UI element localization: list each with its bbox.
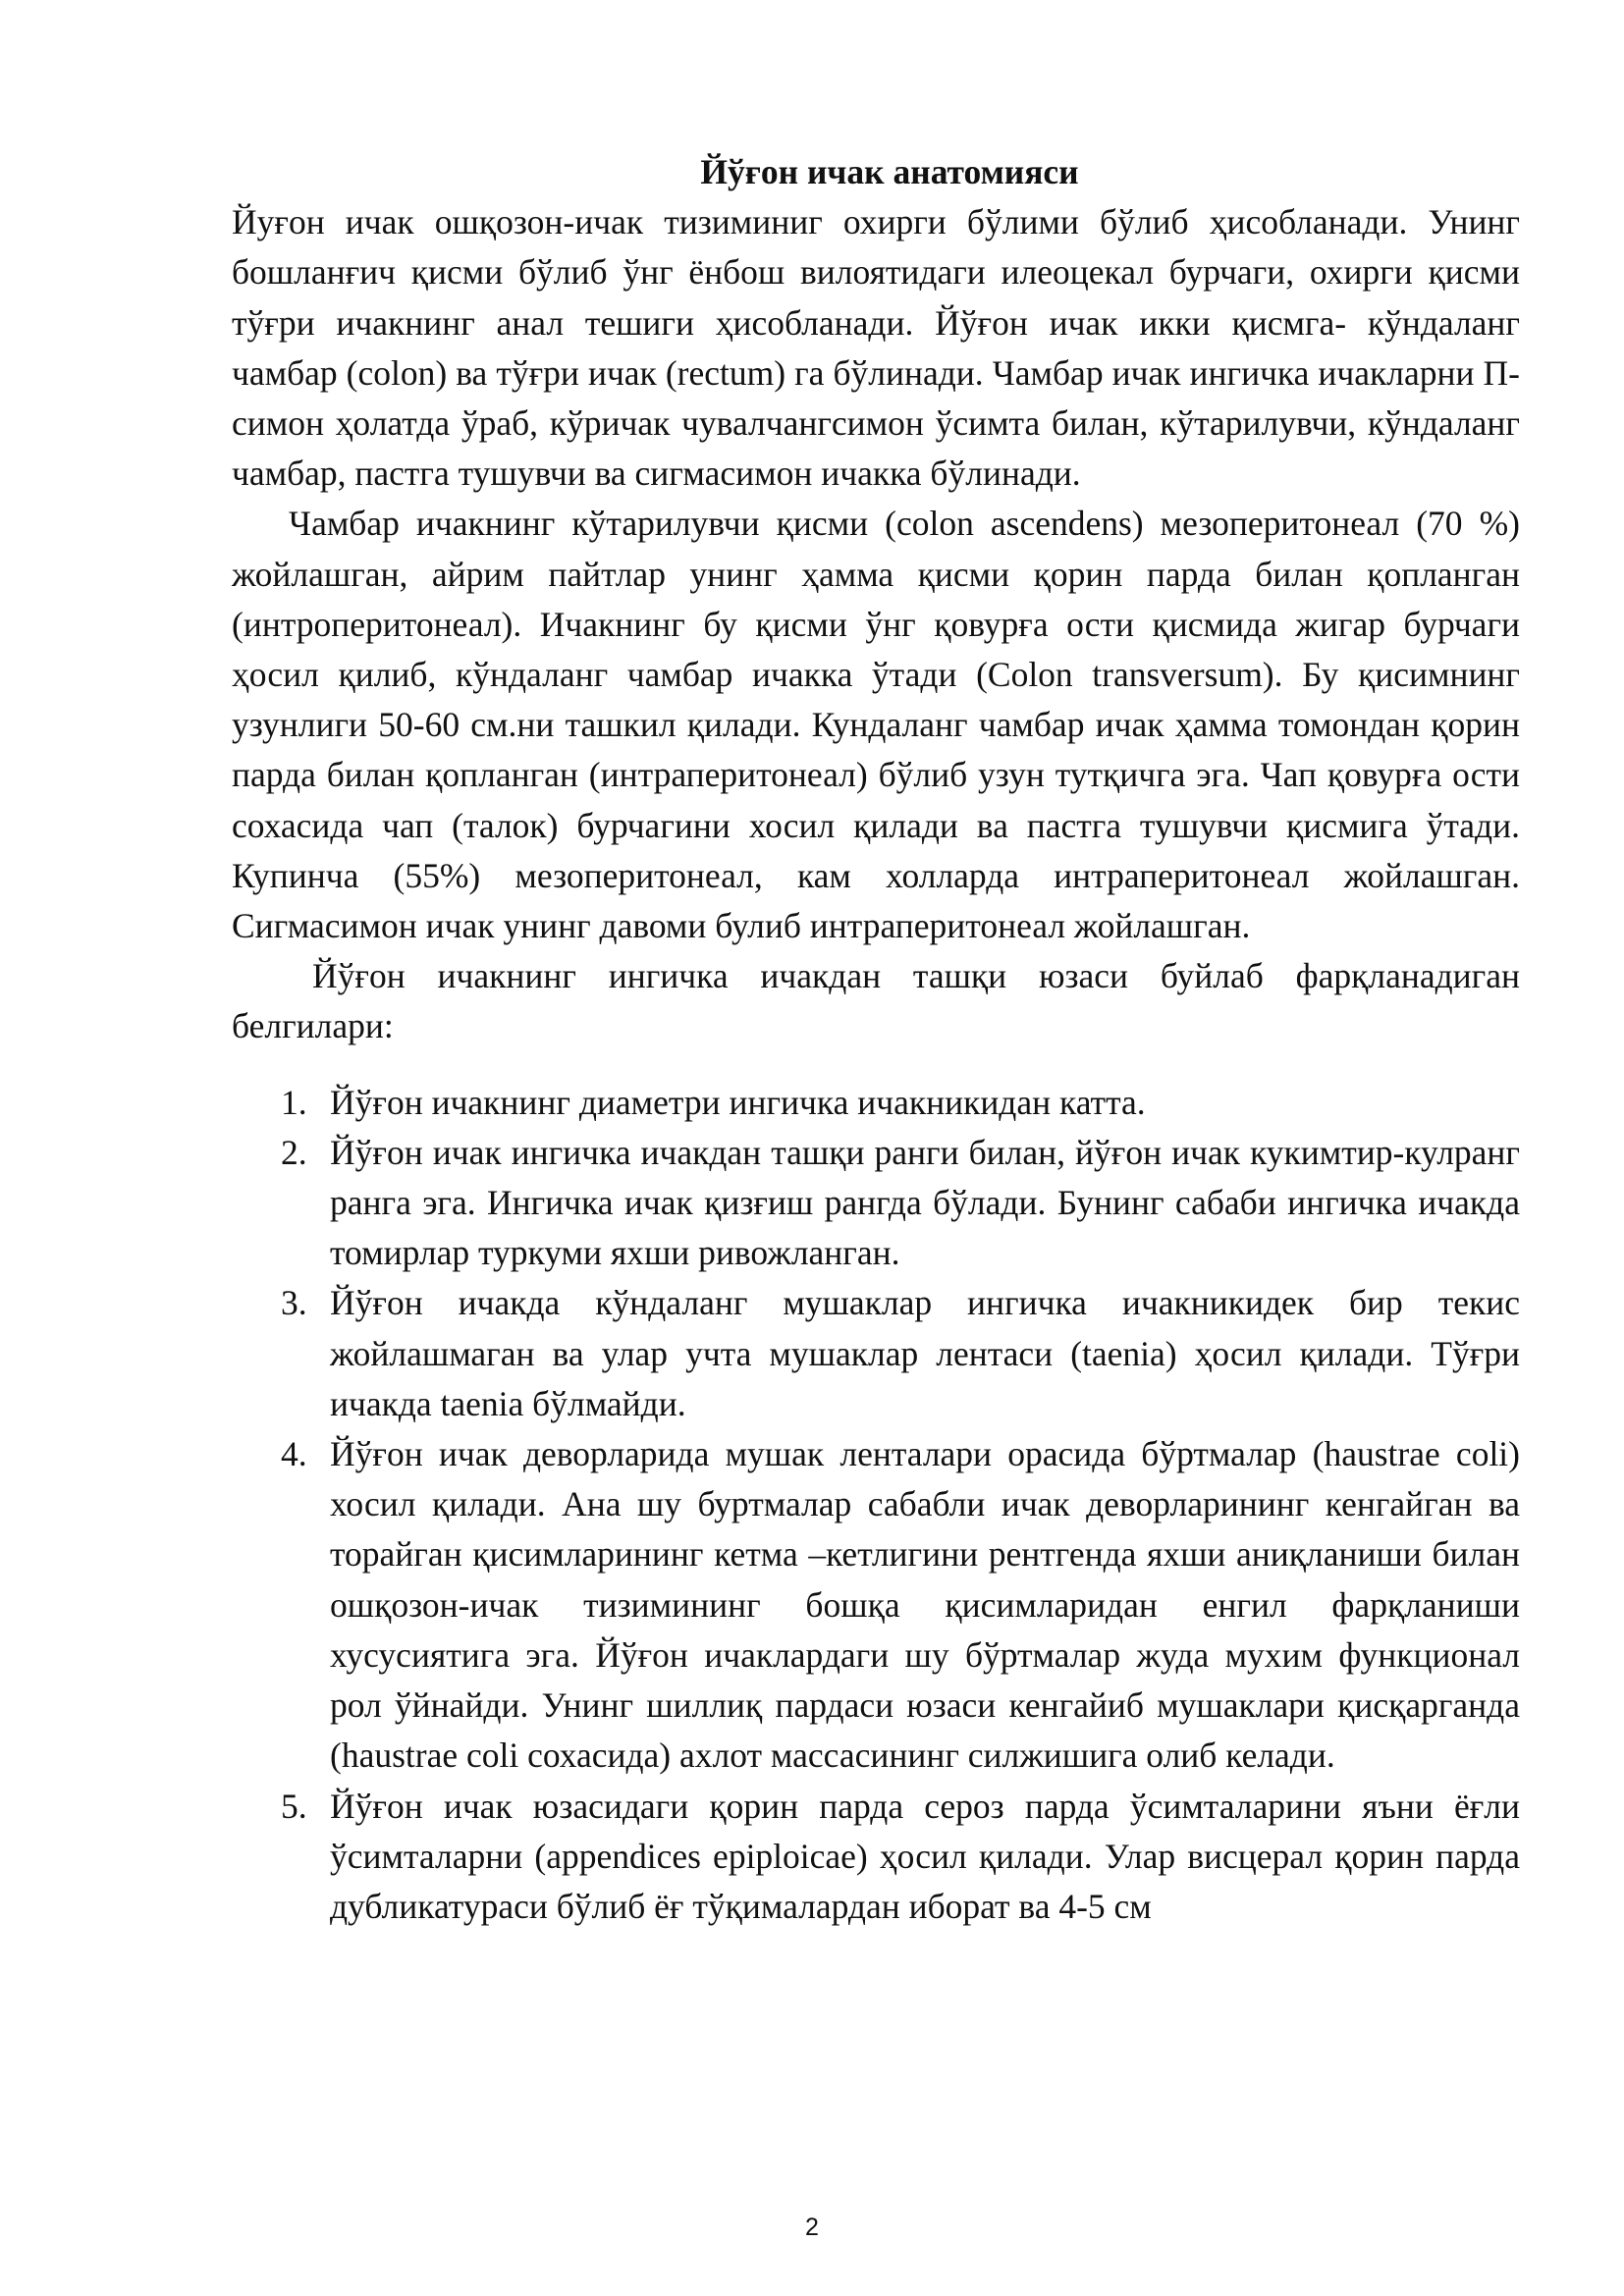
differences-list bbox=[232, 1078, 1520, 1932]
document-page bbox=[232, 147, 1520, 1932]
paragraph-colon-ascendens: Чамбар ичакнинг кўтарилувчи қисми (colon ascendens) мезоперитонеал (70 %) жойлашган, айрим пайтлар унинг ҳамма қисми қорин парда билан қопланган (интроперитонеал). Ичакнинг бу қисми ўнг қовурға ости қисмида жигар бурчаги ҳосил қилиб, кўндаланг чамбар ичакка ўтади (Colon transversum). Бу қисимнинг узунлиги 50-60 см.ни ташкил қилади. Кундаланг чамбар ичак ҳамма томондан қорин парда билан қопланган (интраперитонеал) бўлиб узун тутқичга эга. Чап қовурға ости сохасида чап (талок) бурчагини хосил қилади ва пастга тушувчи қисмига ўтади. Купинча (55%) мезоперитонеал, кам холларда интраперитонеал жойлашган. Сигмасимон ичак унинг давоми булиб интраперитонеал жойлашган. bbox=[232, 504, 1520, 946]
list-item-number: 1. bbox=[281, 1082, 307, 1122]
list-item bbox=[232, 1429, 1520, 1781]
list-item-text: Йўғон ичак деворларида мушак ленталари орасида бўртмалар (haustrae coli) хосил қилади. Ана шу буртмалар сабабли ичак деворларининг кенгайган ва торайган қисимларининг кетма –кетлигини рентгенда яхши аниқланиши билан ошқозон-ичак тизимининг бошқа қисимларидан енгил фарқланиши хусусиятига эга. Йўғон ичаклардаги шу бўртмалар жуда мухим функционал рол ўйнайди. Унинг шиллиқ пардаси юзаси кенгайиб мушаклари қисқарганда (haustrae coli сохасида) ахлот массасининг силжишига олиб келади. bbox=[330, 1434, 1520, 1776]
list-item-text: Йўғон ичакнинг диаметри ингичка ичакникидан катта. bbox=[330, 1082, 1146, 1122]
list-item-text: Йўғон ичакда кўндаланг мушаклар ингичка ичакникидек бир текис жойлашмаган ва улар учта мушаклар лентаси (taenia) ҳосил қилади. Тўғри ичакда taenia бўлмайди. bbox=[330, 1283, 1520, 1423]
list-item-number: 4. bbox=[281, 1434, 307, 1474]
list-item bbox=[232, 1782, 1520, 1933]
page-number: 2 bbox=[805, 2214, 819, 2241]
list-item bbox=[232, 1078, 1520, 1128]
list-item bbox=[232, 1278, 1520, 1429]
list-item-number: 3. bbox=[281, 1283, 307, 1323]
document-title: Йўғон ичак анатомияси bbox=[700, 152, 1079, 191]
paragraph-differences-intro: Йўғон ичакнинг ингичка ичакдан ташқи юзаси буйлаб фарқланадиган белгилари: bbox=[232, 956, 1520, 1046]
list-item bbox=[232, 1128, 1520, 1279]
list-item-number: 5. bbox=[281, 1786, 307, 1826]
list-item-number: 2. bbox=[281, 1132, 307, 1172]
list-item-text: Йўғон ичак ингичка ичакдан ташқи ранги билан, йўғон ичак кукимтир-кулранг ранга эга. Ингичка ичак қизғиш рангда бўлади. Бунинг сабаби ингичка ичакда томирлар туркуми яхши ривожланган. bbox=[330, 1132, 1520, 1273]
list-item-text: Йўғон ичак юзасидаги қорин парда сероз парда ўсимталарини яъни ёғли ўсимталарни (appendices epiploicae) ҳосил қилади. Улар висцерал қорин парда дубликатураси бўлиб ёғ тўқималардан иборат ва 4-5 см bbox=[330, 1786, 1520, 1926]
paragraph-intro: Йуғон ичак ошқозон-ичак тизиминиг охирги бўлими бўлиб ҳисобланади. Унинг бошланғич қисми бўлиб ўнг ёнбош вилоятидаги илеоцекал бурчаги, охирги қисми тўғри ичакнинг анал тешиги ҳисобланади. Йўғон ичак икки қисмга- кўндаланг чамбар (colon) ва тўғри ичак (rectum) га бўлинади. Чамбар ичак ингичка ичакларни П-симон ҳолатда ўраб, кўричак чувалчангсимон ўсимта билан, кўтарилувчи, кўндаланг чамбар, пастга тушувчи ва сигмасимон ичакка бўлинади. bbox=[232, 202, 1520, 494]
